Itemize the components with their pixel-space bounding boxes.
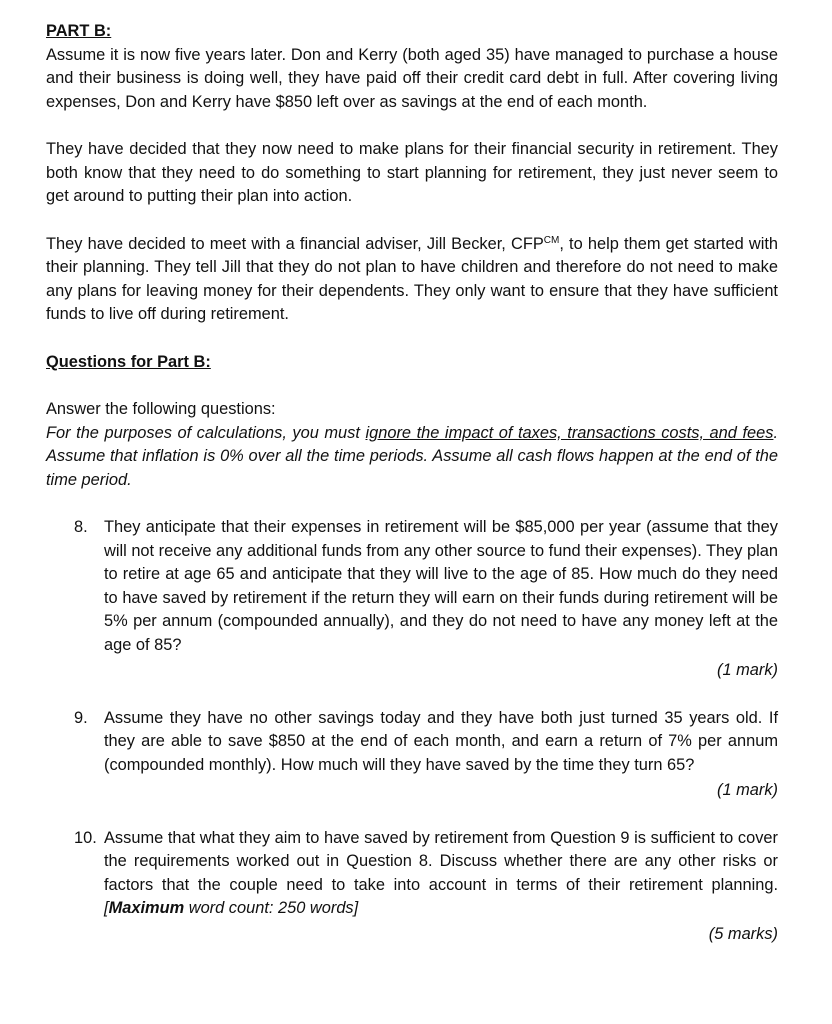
question-number: 9. (74, 708, 88, 727)
question-number: 10. (74, 828, 97, 847)
instructions-prefix: For the purposes of calculations, you must (46, 423, 366, 442)
instructions-suffix: . Assume that inflation is 0% over all the time periods. Assume all cash flows happen at the end of the time period. (46, 423, 778, 489)
part-title: PART B: (46, 22, 112, 40)
question-number: 8. (74, 518, 88, 536)
cfp-superscript: CM (543, 234, 560, 246)
calculation-instructions (46, 422, 778, 493)
question-text (104, 827, 778, 921)
intro-paragraph-3 (46, 233, 778, 327)
question-8 (46, 516, 778, 683)
question-text: Assume they have no other savings today and they have both just turned 35 years old. If they are able to save $850 at the end of each month, and earn a return of 7% per annum (compounded monthly). How much will they have saved by the time they turn 65? (104, 708, 778, 774)
question-9 (46, 707, 778, 803)
paragraph-3-text-b: , to help them get started with their planning. They tell Jill that they do not plan to have children and therefore do not need to make any plans for leaving money for their dependents. They only want to ensure that they have sufficient funds to live off during retirement. (46, 234, 779, 323)
questions-heading: Questions for Part B: (46, 352, 211, 371)
question-10-body: Assume that what they aim to have saved by retirement from Question 9 is sufficient to cover the requirements worked out in Question 8. Discuss whether there are any other risks or factors that the couple need to take into account in terms of their retirement planning. (104, 828, 778, 894)
intro-paragraph-1: Assume it is now five years later. Don and Kerry (both aged 35) have managed to purchase a house and their business is doing well, they have paid off their credit card debt in full. After covering living expenses, Don and Kerry have $850 left over as savings at the end of each month. (46, 45, 778, 111)
question-marks: (1 mark) (716, 661, 778, 679)
question-marks: (1 mark) (716, 781, 778, 799)
paragraph-3-text-a: They have decided to meet with a financial adviser, Jill Becker, CFP (46, 234, 544, 253)
word-count-emphasis: Maximum (108, 899, 185, 917)
intro-paragraph-2: They have decided that they now need to make plans for their financial security in retirement. They both know that they need to do something to start planning for retirement, they just never seem to get around to putting their plan into action. (46, 140, 778, 205)
questions-intro: Answer the following questions: (46, 400, 276, 418)
word-count-note: [Maximum word count: 250 words] (104, 899, 359, 917)
question-list (46, 516, 778, 946)
question-marks: (5 marks) (708, 924, 778, 943)
question-text: They anticipate that their expenses in retirement will be $85,000 per year (assume that they will not receive any additional funds from any other source to fund their expenses). They plan to retire at age 65 and anticipate that they will live to the age of 85. How much do they need to have saved by retirement if the return they will earn on their funds during retirement will be 5% per annum (compounded annually), and they do not need to have any money left at the age of 85? (104, 518, 778, 654)
question-10 (46, 827, 778, 947)
instructions-underlined: ignore the impact of taxes, transactions costs, and fees (365, 423, 774, 442)
